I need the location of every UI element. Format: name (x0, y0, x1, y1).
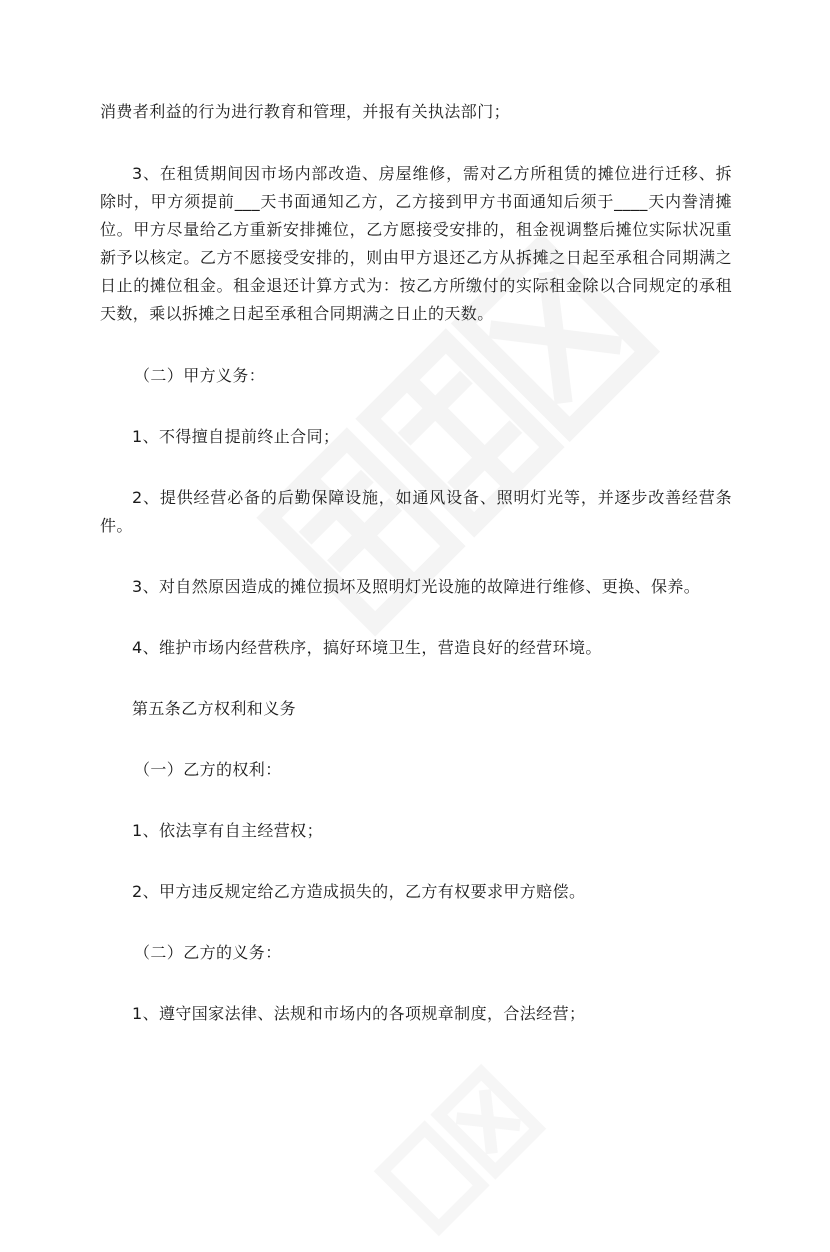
list-item: 4、维护市场内经营秩序，搞好环境卫生，营造良好的经营环境。 (132, 638, 602, 657)
watermark-corner-icon (361, 1051, 559, 1249)
paragraph-clause-3: 3、在租赁期间因市场内部改造、房屋维修，需对乙方所租赁的摊位进行迁移、拆除时，甲方须提前___天书面通知乙方，乙方接到甲方书面通知后须于____天内誊清摊位。甲方尽量给乙方重新安排摊位，乙方愿接受安排的，租金视调整后摊位实际状况重新予以核定。乙方不愿接受安排的，则由甲方退还乙方从拆摊之日起至承租合同期满之日止的摊位租金。租金退还计算方式为：按乙方所缴付的实际租金除以合同规定的承租天数，乘以拆摊之日起至承租合同期满之日止的天数。 (100, 164, 732, 323)
list-item: 1、不得擅自提前终止合同； (132, 427, 340, 446)
heading-party-a-obligations: （二）甲方义务： (134, 366, 266, 385)
list-item: 2、提供经营必备的后勤保障设施，如通风设备、照明灯光等，并逐步改善经营条件。 (100, 488, 732, 535)
paragraph-continuation: 消费者利益的行为进行教育和管理，并报有关执法部门； (100, 102, 511, 121)
list-item: 1、依法享有自主经营权； (132, 821, 323, 840)
heading-party-b-obligations: （二）乙方的义务： (134, 943, 282, 962)
list-item: 3、对自然原因造成的摊位损坏及照明灯光设施的故障进行维修、更换、保养。 (132, 577, 701, 596)
list-item: 1、遵守国家法律、法规和市场内的各项规章制度，合法经营； (132, 1004, 586, 1023)
heading-party-b-rights: （一）乙方的权利： (134, 760, 282, 779)
heading-article-5: 第五条乙方权利和义务 (132, 699, 297, 718)
list-item: 2、甲方违反规定给乙方造成损失的，乙方有权要求甲方赔偿。 (132, 882, 586, 901)
document-body (100, 98, 732, 1028)
